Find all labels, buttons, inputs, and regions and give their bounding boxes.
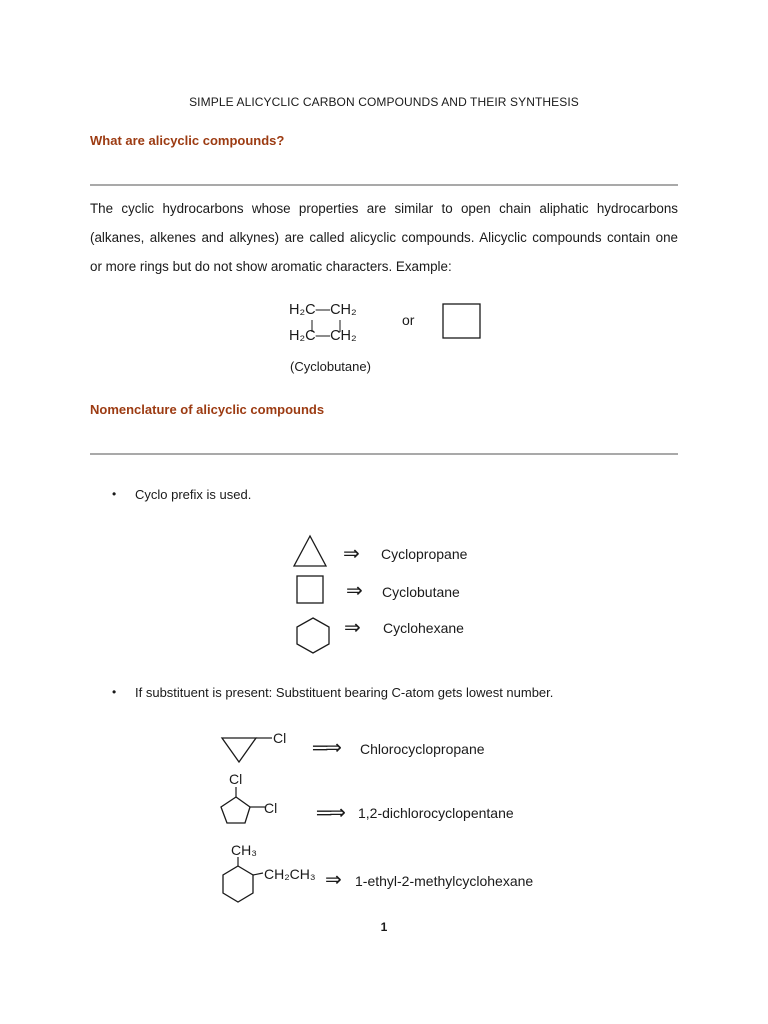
label-dichlorocyclopentane: 1,2-dichlorocyclopentane (358, 805, 514, 821)
paragraph-line-2: (alkanes, alkenes and alkynes) are called alicyclic compounds. Alicyclic compounds contain one (90, 230, 678, 245)
formula-bottom: H₂C—CH₂ (289, 328, 357, 344)
bullet-text-cyclo-prefix: Cyclo prefix is used. (135, 487, 252, 502)
implies-arrow-icon: ⇒ (325, 869, 342, 891)
paragraph-line-3: or more rings but do not show aromatic characters. Example: (90, 259, 452, 274)
bullet-icon: • (112, 685, 117, 699)
bullet-text-substituent: If substituent is present: Substituent bearing C-atom gets lowest number. (135, 685, 554, 700)
bullet-icon: • (112, 487, 117, 501)
label-cyclobutane: Cyclobutane (382, 584, 460, 600)
paragraph-line-1: The cyclic hydrocarbons whose properties are similar to open chain aliphatic hydrocarbons (90, 201, 678, 216)
dichloro-top-label: Cl (229, 771, 243, 787)
dichloro-side-label: Cl (264, 800, 278, 816)
cyclopentane-ring-icon (221, 797, 250, 823)
document-title: SIMPLE ALICYCLIC CARBON COMPOUNDS AND THEIR SYNTHESIS (189, 95, 579, 109)
implies-arrow-icon: ═⇒ (313, 737, 340, 759)
implies-arrow-icon: ═⇒ (317, 802, 344, 824)
triangle-ring-icon (294, 536, 326, 566)
chloro-label: Cl (273, 730, 287, 746)
implies-arrow-icon: ⇒ (344, 617, 361, 639)
label-chlorocyclopropane: Chlorocyclopropane (360, 741, 485, 757)
label-ethyl-methylcyclohexane: 1-ethyl-2-methylcyclohexane (355, 873, 534, 889)
square-ring-icon (297, 576, 323, 603)
implies-arrow-icon: ⇒ (343, 543, 360, 565)
formula-top: H₂C—CH₂ (289, 302, 357, 318)
section-heading-alicyclic: What are alicyclic compounds? (90, 133, 285, 148)
chlorocyclopropane-ring-icon (222, 738, 256, 762)
methyl-label: CH₃ (231, 842, 257, 858)
cyclobutane-caption: (Cyclobutane) (290, 359, 371, 374)
ethyl-label: CH₂CH₃ (264, 866, 316, 882)
hexagon-ring-icon (297, 618, 329, 653)
page-number: 1 (380, 920, 388, 934)
label-cyclopropane: Cyclopropane (381, 546, 468, 562)
ethyl-bond (253, 873, 263, 875)
section-divider (90, 453, 678, 455)
implies-arrow-icon: ⇒ (346, 580, 363, 602)
label-cyclohexane: Cyclohexane (383, 620, 464, 636)
or-label: or (402, 312, 415, 328)
cyclobutane-square-icon (443, 304, 480, 338)
section-heading-nomenclature: Nomenclature of alicyclic compounds (90, 402, 325, 417)
cyclohexane-ring-icon (223, 866, 253, 902)
section-divider (90, 184, 678, 186)
